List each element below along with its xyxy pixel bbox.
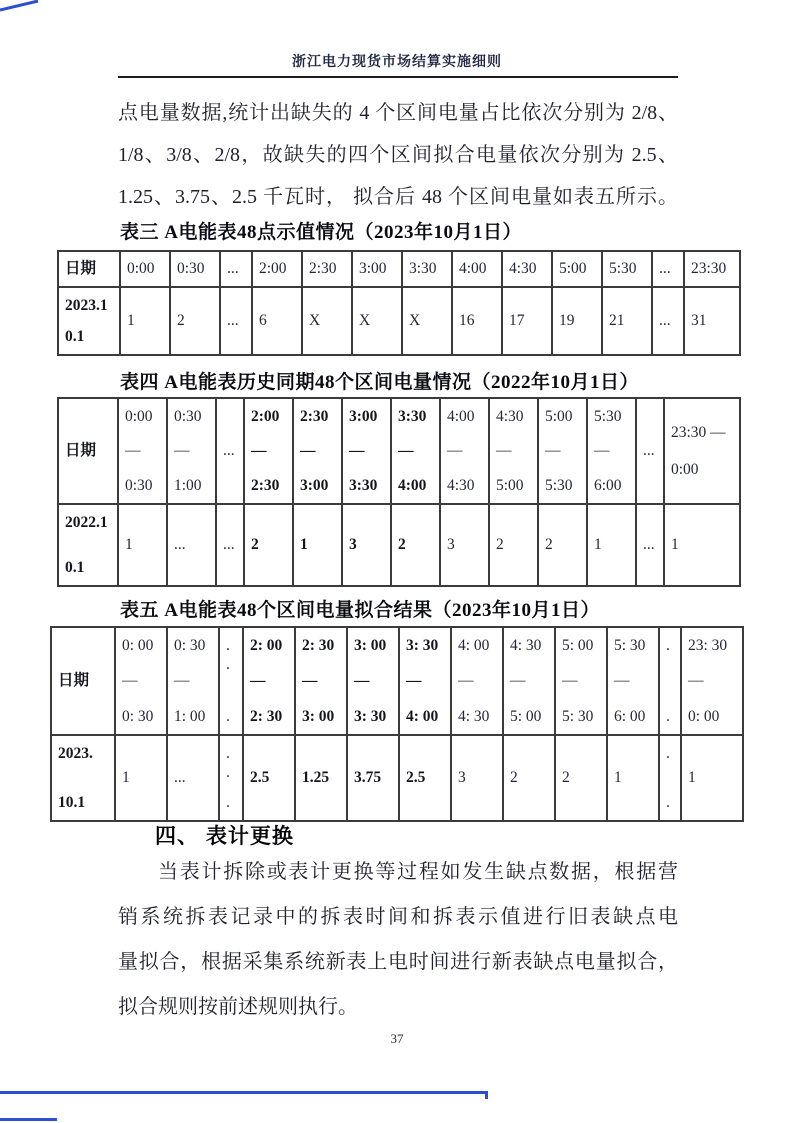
table-cell: 5:00 — 5:30 [539,399,588,505]
table-cell: 2022.1 0.1 [59,505,119,585]
table-cell: 0:30 — 1:00 [168,399,217,505]
table-cell: ... [217,399,245,505]
table-cell: 2: 30 — 3: 00 [296,628,348,736]
table-cell: 4: 30 — 5: 00 [504,628,556,736]
scan-stroke-bottom-tick [485,1091,488,1099]
table-cell: ... [217,505,245,585]
table-cell: 5:30 [603,252,653,288]
table-cell: 0: 30 — 1: 00 [168,628,220,736]
table-cell: 0:00 — 0:30 [119,399,168,505]
table-cell: 2:00 [253,252,303,288]
page-number: 37 [390,1031,404,1046]
header-rule [118,76,678,78]
table-cell: 0: 00 — 0: 30 [116,628,168,736]
paragraph-line: 销系统拆表记录中的拆表时间和拆表示值进行旧表缺点电 [118,906,678,928]
table-cell: 2 [490,505,539,585]
table-cell: 1 [116,736,168,820]
table-cell: 2.5 [400,736,452,820]
table-cell: ... [637,399,665,505]
section-four-heading: 四、 表计更换 [155,825,294,848]
table-cell: 6 [253,288,303,354]
paragraph-missing-intervals [118,92,678,218]
table-three-title: 表三 A电能表48点示值情况（2023年10月1日） [120,222,522,243]
table-cell: 3: 00 — 3: 30 [348,628,400,736]
table-cell: 日期 [52,628,116,736]
table-cell: 2 [539,505,588,585]
table-cell: 1.25 [296,736,348,820]
paragraph-line: 1/8、3/8、2/8，故缺失的四个区间拟合电量依次分别为 2.5、 [118,144,678,166]
table-cell: 0:30 [171,252,221,288]
table-cell: 23: 30 — 0: 00 [682,628,742,736]
table-cell: 1 [671,536,679,554]
paragraph-line: 拟合规则按前述规则执行。 [118,996,358,1018]
table-cell: 0:00 [121,252,171,288]
paragraph-line: 量拟合，根据采集系统新表上电时间进行新表缺点电量拟合， [118,951,678,973]
page-header-title: 浙江电力现货市场结算实施细则 [292,55,502,70]
table-cell: 4:00 [453,252,503,288]
table-cell: ... [653,288,685,354]
table-cell: ... [168,505,217,585]
table-cell: . . [660,628,682,736]
table-cell: 5:00 [553,252,603,288]
table-cell: 1 [688,769,696,787]
table-cell: 3:30 — 4:00 [392,399,441,505]
table-cell: ... [168,736,220,820]
table-cell: ... [653,252,685,288]
table-cell: 4: 00 — 4: 30 [452,628,504,736]
table-cell: 1 [119,505,168,585]
table-three [57,250,741,356]
table-cell: 4:00 — 4:30 [441,399,490,505]
table-cell: 3:00 — 3:30 [343,399,392,505]
table-cell: 3 [343,505,392,585]
table-cell: 2 [556,736,608,820]
table-cell: 3.75 [348,736,400,820]
table-cell: 2:00 — 2:30 [245,399,294,505]
table-cell: 3:30 [403,252,453,288]
table-cell: 日期 [59,399,119,505]
table-cell: 1 [588,505,637,585]
table-four-title: 表四 A电能表历史同期48个区间电量情况（2022年10月1日） [120,372,639,393]
table-cell: 日期 [59,252,121,288]
table-cell: . . [660,736,682,820]
table-cell: 31 [691,312,707,330]
table-cell: 1 [294,505,343,585]
table-cell: 2023.1 0.1 [59,288,121,354]
table-cell: 23:30 [685,252,739,288]
table-cell: 2.5 [244,736,296,820]
table-cell: 1 [608,736,660,820]
table-cell: 5: 00 — 5: 30 [556,628,608,736]
table-cell: 3:00 [353,252,403,288]
table-cell: . . . [220,628,244,736]
table-cell: 1 [121,288,171,354]
scan-stroke-bottom [0,1091,488,1094]
paragraph-line: 当表计拆除或表计更换等过程如发生缺点数据，根据营 [158,861,678,883]
table-cell: X [403,288,453,354]
table-cell: 5:30 — 6:00 [588,399,637,505]
table-cell: 5: 30 — 6: 00 [608,628,660,736]
table-cell: ... [637,505,665,585]
paragraph-line: 点电量数据,统计出缺失的 4 个区间电量占比依次分别为 2/8、 [118,102,678,124]
table-cell: X [353,288,403,354]
table-cell: 2 [392,505,441,585]
table-cell: 2023. 10.1 [52,736,116,820]
table-cell: . . . [220,736,244,820]
paragraph-meter-replacement [118,850,678,1030]
table-cell: 2: 00 — 2: 30 [244,628,296,736]
table-cell: 4:30 — 5:00 [490,399,539,505]
table-cell: 3 [441,505,490,585]
table-cell: ... [221,288,253,354]
table-cell: 2 [504,736,556,820]
table-five-title: 表五 A电能表48个区间电量拟合结果（2023年10月1日） [120,600,600,621]
table-cell: 2:30 [303,252,353,288]
paragraph-line: 1.25、3.75、2.5 千瓦时， 拟合后 48 个区间电量如表五所示。 [118,186,678,208]
table-cell: 21 [603,288,653,354]
table-cell: 2 [245,505,294,585]
table-cell: 16 [453,288,503,354]
table-cell: ... [221,252,253,288]
table-cell: 23:30 — 0:00 [665,399,739,505]
table-cell: 2:30 — 3:00 [294,399,343,505]
table-cell: 17 [503,288,553,354]
scan-stroke-bottom-left [0,1118,57,1121]
table-cell: 2 [171,288,221,354]
scan-stroke-top-left [0,0,44,14]
table-cell: 3: 30 — 4: 00 [400,628,452,736]
table-cell: 3 [452,736,504,820]
table-cell: 19 [553,288,603,354]
table-five [50,626,744,822]
table-cell: X [303,288,353,354]
table-cell: 4:30 [503,252,553,288]
table-four [57,397,741,587]
